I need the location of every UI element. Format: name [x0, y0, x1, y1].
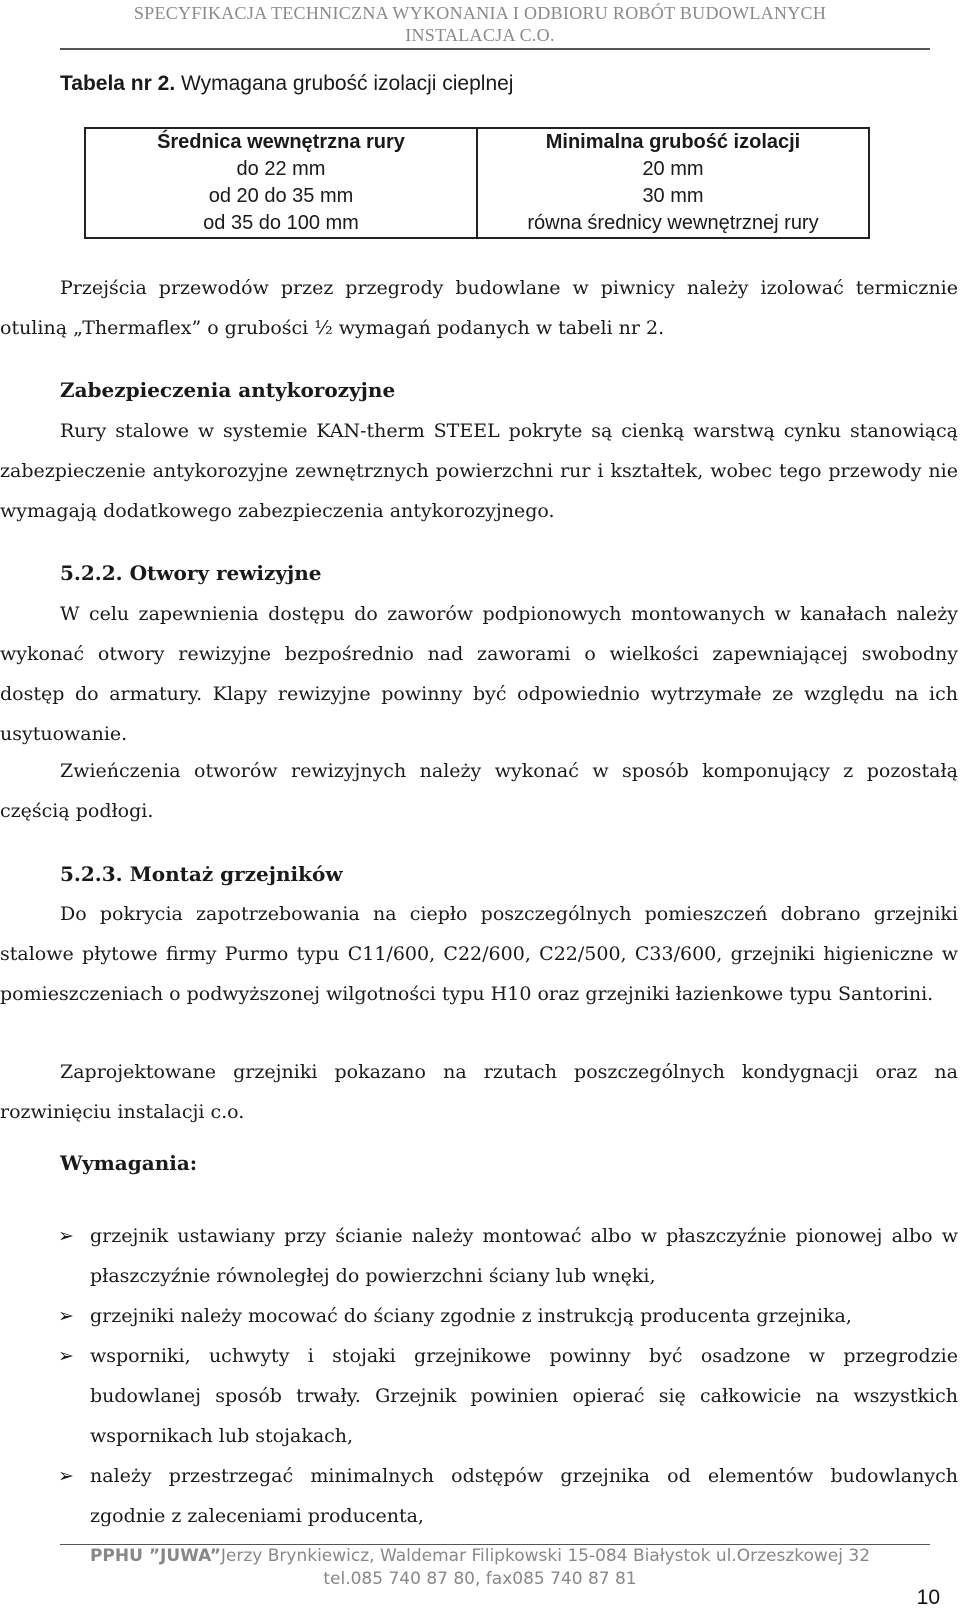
list-item — [0, 1336, 958, 1456]
heading-requirements: Wymagania: — [60, 1151, 198, 1175]
arrow-bullet-icon: ➢ — [58, 1225, 74, 1247]
table-cell: od 20 do 35 mm — [85, 183, 477, 210]
document-header — [0, 2, 960, 46]
paragraph-radiators-2: Zaprojektowane grzejniki pokazano na rzutach poszczególnych kondygnacji oraz na rozwinięciu instalacji c.o. — [0, 1061, 958, 1123]
arrow-bullet-icon: ➢ — [58, 1465, 74, 1487]
table-header-cell: Średnica wewnętrzna rury — [85, 128, 477, 156]
footer-company — [0, 1545, 960, 1568]
footer-company-brand: ”JUWA” — [148, 1546, 221, 1566]
list-item-text: grzejniki należy mocować do ściany zgodnie z instrukcją producenta grzejnika, — [90, 1305, 852, 1327]
paragraph-penetrations: Przejścia przewodów przez przegrody budowlane w piwnicy należy izolować termicznie otuliną „Thermaflex” o grubości ½ wymagań podanych w tabeli nr 2. — [0, 277, 958, 339]
arrow-bullet-icon: ➢ — [58, 1305, 74, 1327]
table-cell: do 22 mm — [85, 156, 477, 183]
arrow-bullet-icon: ➢ — [58, 1345, 74, 1367]
document-footer — [0, 1545, 960, 1591]
header-line-2: INSTALACJA C.O. — [405, 25, 555, 45]
list-item — [0, 1216, 958, 1296]
list-item — [0, 1456, 958, 1536]
paragraph-inspection-openings-1: W celu zapewnienia dostępu do zaworów podpionowych montowanych w kanałach należy wykonać otwory rewizyjne bezpośrednio nad zaworami o wielkości zapewniającej swobodny dostęp do armatury. Klapy rewizyjne powinny być odpowiednio wytrzymałe ze względu na ich usytuowanie. — [0, 603, 958, 745]
requirements-list — [0, 1216, 958, 1536]
paragraph-inspection-openings-2: Zwieńczenia otworów rewizyjnych należy wykonać w sposób komponujący z pozostałą częścią podłogi. — [0, 760, 958, 822]
list-item-text: wsporniki, uchwyty i stojaki grzejnikowe powinny być osadzone w przegrodzie budowlanej sposób trwały. Grzejnik powinien opierać się całkowicie na wszystkich wspornikach lub stojakach, — [90, 1345, 958, 1447]
footer-contact: tel.085 740 87 80, fax085 740 87 81 — [323, 1569, 637, 1589]
table-cell: 30 mm — [642, 185, 704, 207]
table-cell: równa średnicy wewnętrznej rury — [527, 212, 819, 234]
heading-radiators: 5.2.3. Montaż grzejników — [60, 862, 343, 886]
table-header-row — [85, 128, 869, 156]
table-cell: 20 mm — [642, 158, 704, 180]
table-row — [85, 210, 869, 238]
table-title-text: Wymagana grubość izolacji cieplnej — [175, 72, 514, 95]
table-header-cell: Minimalna grubość izolacji — [545, 131, 801, 153]
footer-company-details: Jerzy Brynkiewicz, Waldemar Filipkowski 15-084 Białystok ul.Orzeszkowej 32 — [220, 1546, 871, 1566]
table-row — [85, 183, 869, 210]
table-cell: od 35 do 100 mm — [85, 210, 477, 238]
header-rule — [60, 48, 930, 50]
table-row — [85, 156, 869, 183]
footer-company-prefix: PPHU — [89, 1546, 149, 1566]
page-number: 10 — [916, 1586, 940, 1609]
table-title-label: Tabela nr 2. — [60, 72, 176, 95]
header-line-1: SPECYFIKACJA TECHNICZNA WYKONANIA I ODBIORU ROBÓT BUDOWLANYCH — [133, 3, 827, 23]
paragraph-radiators-1: Do pokrycia zapotrzebowania na ciepło poszczególnych pomieszczeń dobrano grzejniki stalowe płytowe firmy Purmo typu C11/600, C22/600, C22/500, C33/600, grzejniki higieniczne w pomieszczeniach o podwyższonej wilgotności typu H10 oraz grzejniki łazienkowe typu Santorini. — [0, 903, 958, 1005]
insulation-table — [84, 127, 870, 239]
table-title — [60, 72, 513, 96]
heading-inspection-openings: 5.2.2. Otwory rewizyjne — [60, 561, 322, 585]
list-item-text: należy przestrzegać minimalnych odstępów grzejnika od elementów budowlanych zgodnie z zaleceniami producenta, — [90, 1465, 958, 1527]
heading-anticorrosion: Zabezpieczenia antykorozyjne — [60, 378, 396, 402]
paragraph-anticorrosion: Rury stalowe w systemie KAN-therm STEEL pokryte są cienką warstwą cynku stanowiącą zabezpieczenie antykorozyjne zewnętrznych powierzchni rur i kształtek, wobec tego przewody nie wymagają dodatkowego zabezpieczenia antykorozyjnego. — [0, 420, 958, 522]
list-item-text: grzejnik ustawiany przy ścianie należy montować albo w płaszczyźnie pionowej albo w płaszczyźnie równoległej do powierzchni ściany lub wnęki, — [90, 1225, 958, 1287]
list-item — [0, 1296, 958, 1336]
